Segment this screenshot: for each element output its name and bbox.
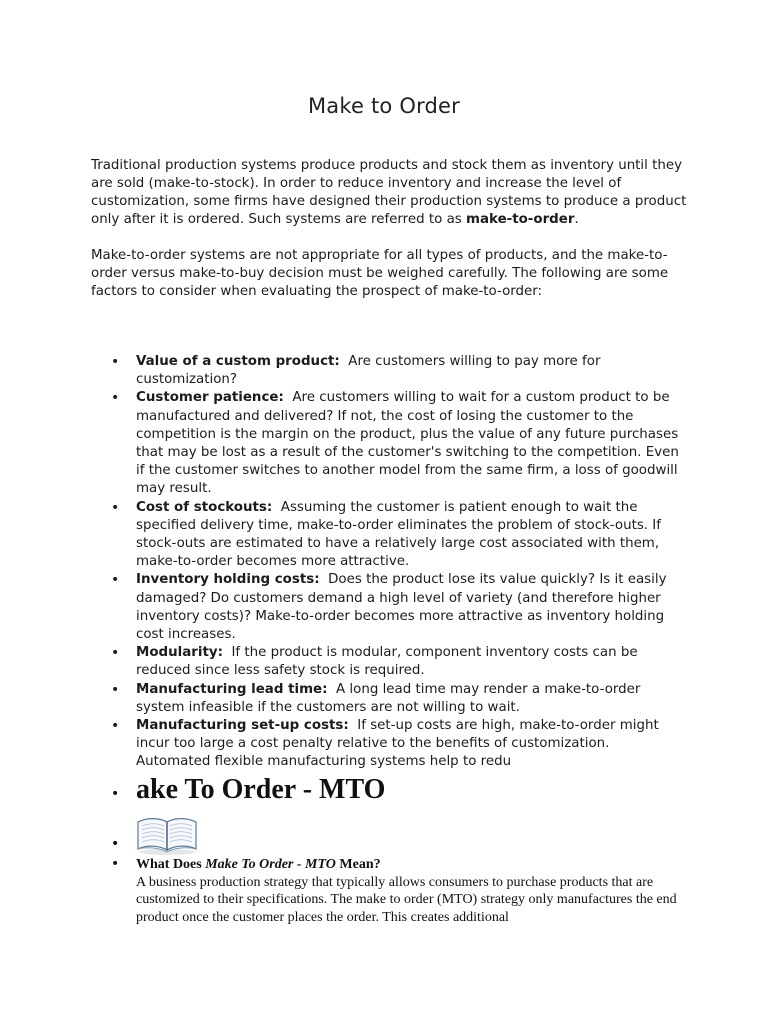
intro-paragraph — [91, 157, 691, 229]
mto-section — [136, 770, 684, 926]
factor-label: Manufacturing set-up costs: — [136, 718, 349, 734]
list-item — [136, 856, 684, 926]
factors-list — [136, 353, 684, 772]
open-book-icon — [136, 814, 198, 861]
intro-term: make-to-order — [466, 212, 575, 227]
list-item — [136, 499, 684, 572]
question-suffix: Mean? — [335, 857, 381, 872]
question-term: Make To Order - MTO — [205, 857, 336, 872]
factor-text: If the product is modular, component inventory costs can be reduced since less safety stock is required. — [136, 645, 638, 679]
list-item — [136, 810, 684, 856]
factor-text: Does the product lose its value quickly? Is it easily damaged? Do customers demand a high level of variety (and therefore higher inventory costs)? Make-to-order becomes more attractive as inventory holding cost increases. — [136, 572, 667, 643]
intro-text: Traditional production systems produce products and stock them as inventory until they are sold (make-to-stock). In order to reduce inventory and increase the level of customization, some firms have designed their production systems to produce a product only after it is ordered. Such systems are referred to as — [91, 158, 687, 227]
factor-text: Assuming the customer is patient enough to wait the specified delivery time, make-to-order eliminates the problem of stock-outs. If stock-outs are estimated to have a relatively large cost associated with them, make-to-order becomes more attractive. — [136, 499, 661, 570]
factor-text: If set-up costs are high, make-to-order might incur too large a cost penalty relative to the benefits of customization. Automated flexible manufacturing systems help to redu — [136, 718, 659, 770]
page-title: Make to Order — [307, 94, 461, 118]
factor-label: Inventory holding costs: — [136, 572, 320, 588]
factor-text: Are customers willing to wait for a custom product to be manufactured and delivered? If not, the cost of losing the customer to the competition is the margin on the product, plus the value of any future purchases that may be lost as a result of the customer's switching to the competition. Even if the customer switches to another model from the same firm, a loss of goodwill may result. — [136, 390, 679, 497]
list-item — [136, 353, 684, 389]
list-item — [136, 571, 684, 644]
factor-label: Customer patience: — [136, 390, 284, 406]
list-item — [136, 644, 684, 680]
list-item — [136, 389, 684, 498]
factor-text: Are customers willing to pay more for customization? — [136, 354, 601, 388]
list-item — [136, 681, 684, 717]
factor-label: Manufacturing lead time: — [136, 681, 328, 697]
mto-question — [136, 856, 684, 874]
intro-end: . — [574, 212, 579, 227]
list-item — [136, 717, 684, 772]
factor-text: A long lead time may render a make-to-order system infeasible if the customers are not willing to wait. — [136, 681, 641, 715]
mto-heading: • ake To Order - MTO — [136, 774, 386, 805]
second-paragraph: Make-to-order systems are not appropriate for all types of products, and the make-to-order versus make-to-buy decision must be weighed carefully. The following are some factors to consider when evaluating the prospect of make-to-order: — [91, 248, 669, 299]
question-prefix: What Does — [136, 857, 206, 872]
list-item — [136, 770, 684, 810]
factor-label: Modularity: — [136, 645, 223, 661]
factor-label: Cost of stockouts: — [136, 499, 273, 515]
mto-definition: A business production strategy that typically allows consumers to purchase products that are customized to their specifications. The make to order (MTO) strategy only manufactures the end product once the customer places the order. This creates additional — [136, 874, 677, 925]
factor-label: Value of a custom product: — [136, 354, 340, 369]
